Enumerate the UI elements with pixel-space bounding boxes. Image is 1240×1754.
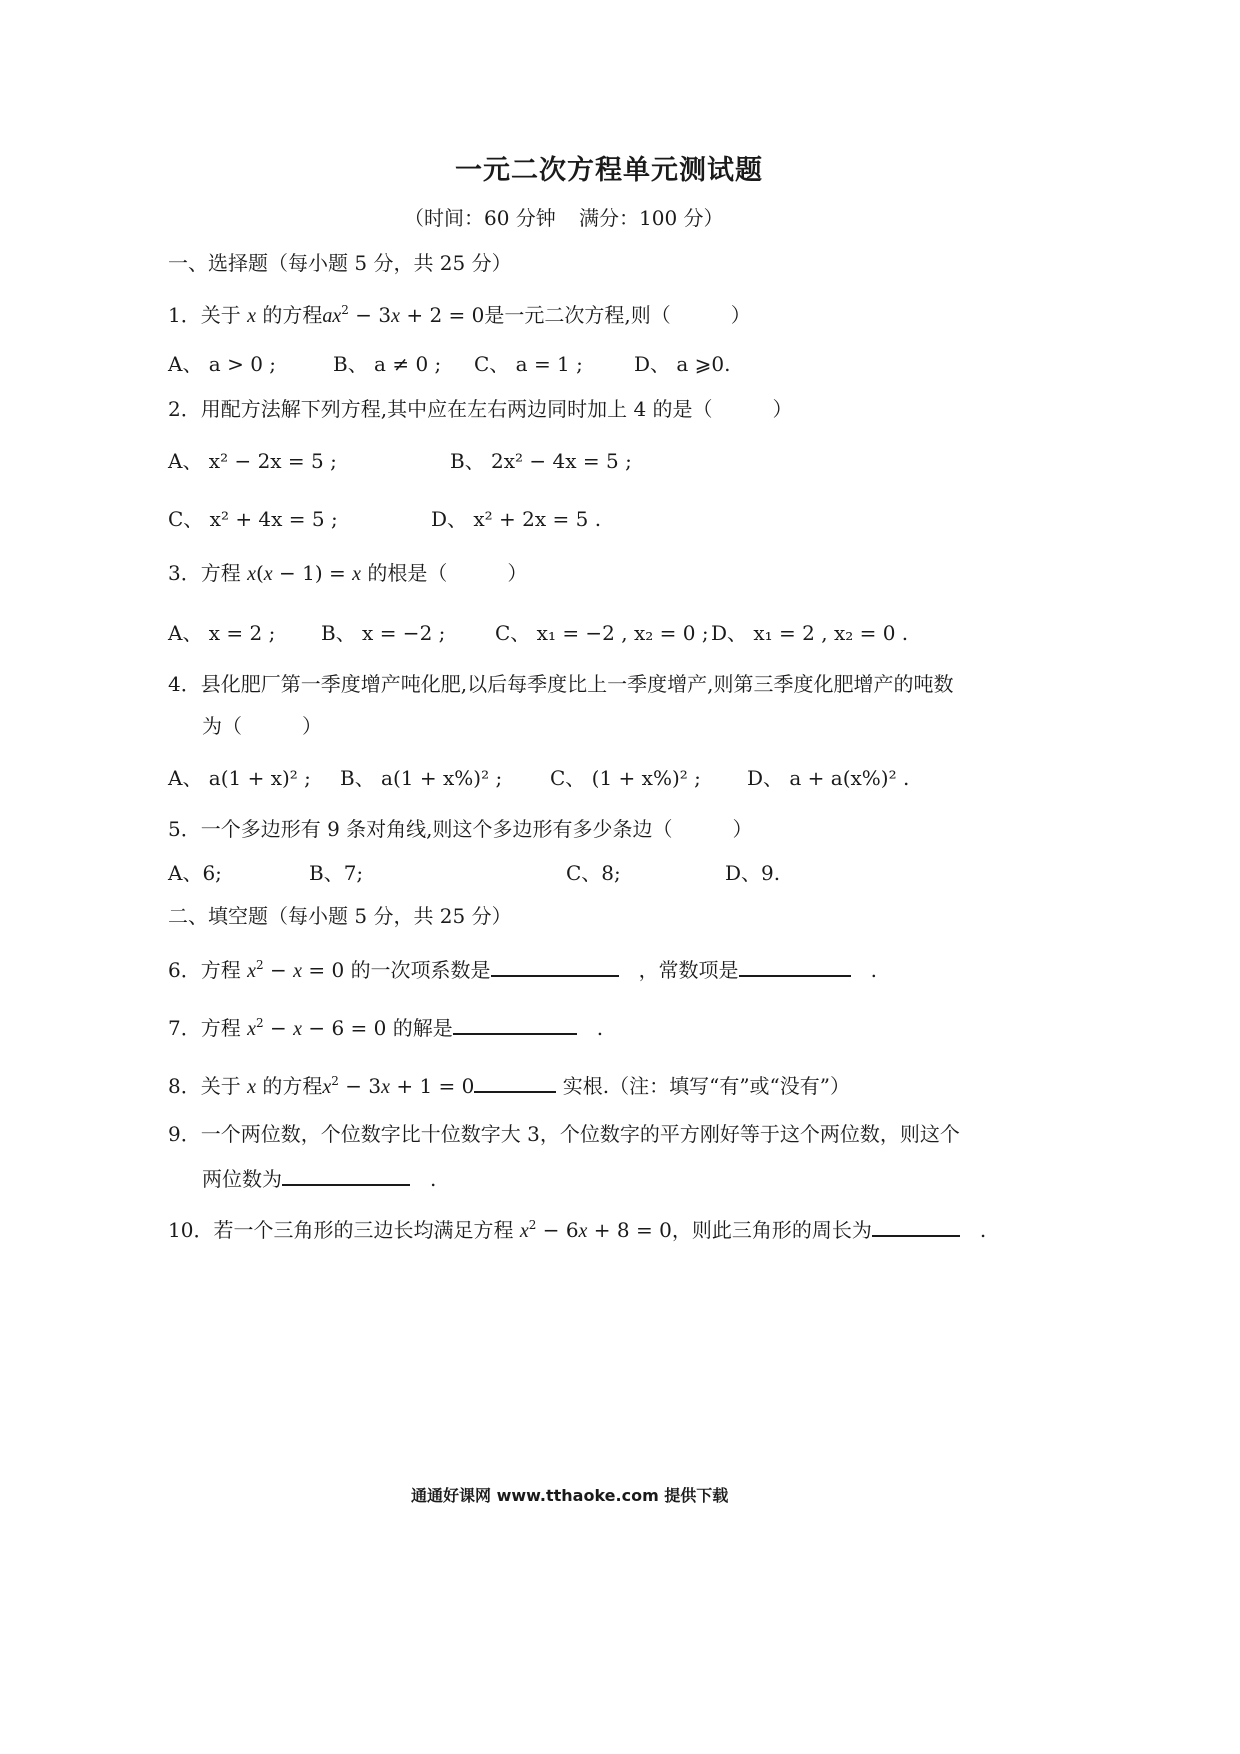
question-9-cont: 两位数为 . [202, 1162, 436, 1192]
section-heading-fill: 二、填空题（每小题 5 分，共 25 分） [168, 904, 512, 928]
q2-option-c: C、 x² + 4x = 5 ; [168, 507, 338, 531]
q4-option-b: B、 a(1 + x%)² ; [340, 766, 503, 790]
question-5: 5．一个多边形有 9 条对角线,则这个多边形有多少条边（ ） [168, 817, 753, 841]
time-limit: （时间：60 分钟 [404, 206, 556, 230]
q2-option-b: B、 2x² − 4x = 5 ; [450, 449, 632, 473]
q1-option-d: D、 a ⩾0. [634, 352, 731, 376]
q1-option-a: A、 a > 0 ; [168, 352, 277, 376]
question-6: 6．方程 $x^2 - x = 0$ 的一次项系数是 ，常数项是 . [168, 953, 877, 983]
answer-blank [491, 953, 619, 977]
footer-credit: 通通好课网 www.tthaoke.com 提供下载 [411, 1486, 729, 1505]
section-heading-choice: 一、选择题（每小题 5 分，共 25 分） [168, 251, 512, 275]
answer-blank [474, 1069, 556, 1093]
q5-option-d: D、9. [725, 861, 781, 885]
full-score: 满分：100 分） [579, 206, 724, 230]
question-4: 4．县化肥厂第一季度增产吨化肥,以后每季度比上一季度增产,则第三季度化肥增产的吨数 [168, 672, 954, 696]
q1-option-c: C、 a = 1 ; [474, 352, 583, 376]
question-7: 7．方程 $x^2 - x - 6 = 0$ 的解是 . [168, 1011, 603, 1041]
q4-option-a: A、 a(1 + x)² ; [168, 766, 311, 790]
q3-option-c: C、 x₁ = −2 , x₂ = 0 ; [495, 621, 709, 645]
answer-blank [453, 1011, 577, 1035]
q5-option-b: B、7; [309, 861, 364, 885]
q5-option-a: A、6; [168, 861, 222, 885]
q5-option-c: C、8; [566, 861, 621, 885]
equation: $ax^2 - 3x + 2 = 0$ [322, 303, 485, 327]
question-10: 10．若一个三角形的三边长均满足方程 $x^2 - 6x + 8 = 0$，则此三角形的周长为 . [168, 1213, 986, 1243]
q3-option-a: A、 x = 2 ; [168, 621, 276, 645]
answer-blank [282, 1162, 410, 1186]
q2-option-d: D、 x² + 2x = 5 . [431, 507, 602, 531]
q4-option-c: C、 (1 + x%)² ; [550, 766, 701, 790]
question-9: 9．一个两位数，个位数字比十位数字大 3，个位数字的平方刚好等于这个两位数，则这个 [168, 1122, 960, 1146]
q3-option-b: B、 x = −2 ; [321, 621, 446, 645]
answer-blank [872, 1213, 960, 1237]
q3-option-d: D、 x₁ = 2 , x₂ = 0 . [711, 621, 909, 645]
question-1: 1．关于 x 的方程$ax^2 - 3x + 2 = 0$是一元二次方程,则（ ） [168, 303, 751, 327]
q1-option-b: B、 a ≠ 0 ; [333, 352, 442, 376]
page-title: 一元二次方程单元测试题 [455, 155, 763, 186]
answer-blank [739, 953, 851, 977]
question-4-cont: 为（ ） [202, 714, 322, 738]
q2-option-a: A、 x² − 2x = 5 ; [168, 449, 337, 473]
question-8: 8．关于 x 的方程$x^2 - 3x + 1 = 0$ 实根.（注：填写“有”或“没有”） [168, 1069, 850, 1099]
q4-option-d: D、 a + a(x%)² . [747, 766, 910, 790]
question-3: 3．方程 x(x − 1) = x 的根是（ ） [168, 561, 528, 585]
question-2: 2．用配方法解下列方程,其中应在左右两边同时加上 4 的是（ ） [168, 397, 793, 421]
